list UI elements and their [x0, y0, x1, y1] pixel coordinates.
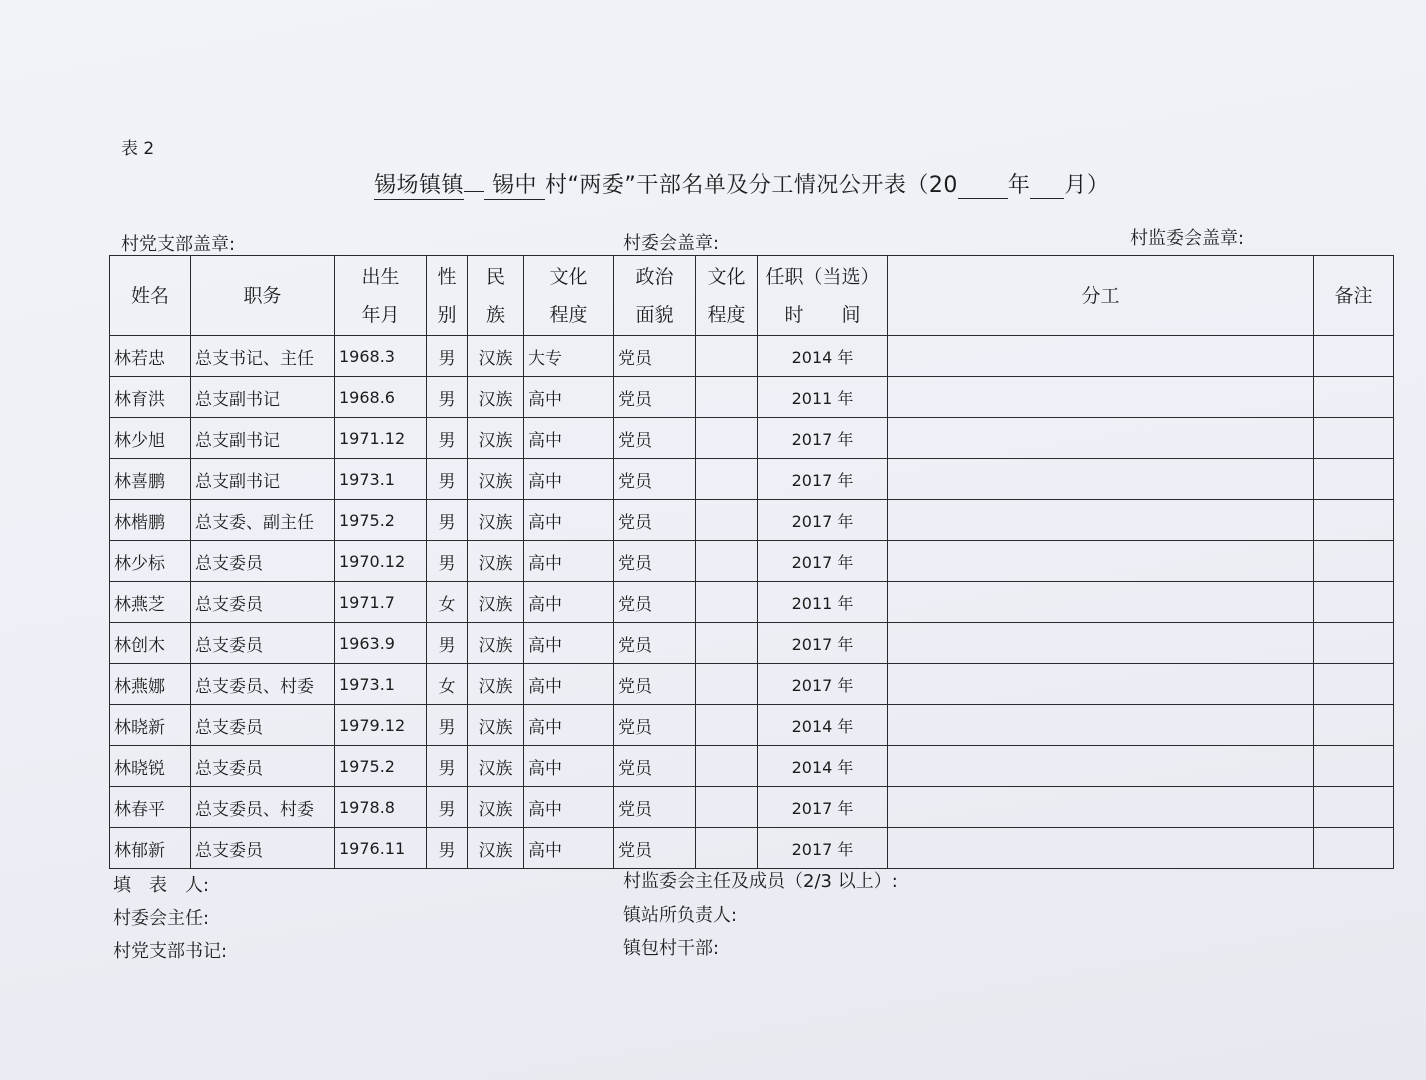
header-education [524, 256, 614, 336]
cell-term: 2017 年 [758, 664, 888, 705]
header-birth-line1: 出生 [361, 265, 400, 288]
cell-education-2 [696, 705, 758, 746]
cell-name: 林育洪 [110, 377, 191, 418]
cell-ethnicity: 汉族 [468, 418, 524, 459]
cell-political-status: 党员 [614, 787, 696, 828]
cell-remarks [1314, 746, 1394, 787]
table-row [110, 418, 1394, 459]
title-month-blank [1030, 173, 1064, 199]
cell-position: 总支副书记 [191, 459, 335, 500]
cell-ethnicity: 汉族 [468, 541, 524, 582]
header-education-line2: 程度 [549, 303, 588, 326]
footer-town-cadre: 镇包村干部: [623, 938, 720, 959]
header-remarks: 备注 [1314, 256, 1394, 336]
table-row [110, 828, 1394, 869]
header-name: 姓名 [110, 256, 191, 336]
table-body [110, 336, 1394, 869]
cell-division [888, 500, 1314, 541]
cell-political-status: 党员 [614, 541, 696, 582]
cell-birth: 1975.2 [335, 500, 427, 541]
header-gender-line2: 别 [437, 303, 457, 326]
table-row [110, 336, 1394, 377]
cell-birth: 1973.1 [335, 664, 427, 705]
cell-division [888, 787, 1314, 828]
cell-name: 林若忠 [110, 336, 191, 377]
cell-name: 林创木 [110, 623, 191, 664]
cell-term: 2014 年 [758, 746, 888, 787]
table-header-row [110, 256, 1394, 336]
table-row [110, 582, 1394, 623]
cell-gender: 女 [427, 664, 468, 705]
cell-education-2 [696, 336, 758, 377]
cell-education: 高中 [524, 418, 614, 459]
cell-ethnicity: 汉族 [468, 705, 524, 746]
cell-term: 2017 年 [758, 418, 888, 459]
footer-supervision-members: 村监委会主任及成员（2/3 以上）: [623, 871, 898, 892]
cell-education: 大专 [524, 336, 614, 377]
cell-remarks [1314, 787, 1394, 828]
cell-birth: 1968.6 [335, 377, 427, 418]
cell-name: 林晓锐 [110, 746, 191, 787]
cell-remarks [1314, 582, 1394, 623]
cell-division [888, 705, 1314, 746]
cell-birth: 1970.12 [335, 541, 427, 582]
header-education2-line1: 文化 [707, 265, 746, 288]
cell-gender: 男 [427, 418, 468, 459]
table-row [110, 541, 1394, 582]
header-education-2 [696, 256, 758, 336]
cell-position: 总支副书记 [191, 418, 335, 459]
cadre-roster-table [109, 255, 1394, 869]
table-row [110, 459, 1394, 500]
header-ethnicity-line1: 民 [485, 265, 505, 288]
header-education2-line2: 程度 [707, 303, 746, 326]
cell-remarks [1314, 541, 1394, 582]
cell-education-2 [696, 541, 758, 582]
cell-remarks [1314, 705, 1394, 746]
cell-name: 林少标 [110, 541, 191, 582]
cell-position: 总支书记、主任 [191, 336, 335, 377]
title-town: 锡场镇镇 [374, 168, 464, 200]
cell-education: 高中 [524, 623, 614, 664]
cell-political-status: 党员 [614, 336, 696, 377]
cell-ethnicity: 汉族 [468, 582, 524, 623]
header-political-line2: 面貌 [635, 303, 674, 326]
cell-birth: 1963.9 [335, 623, 427, 664]
title-year-word: 年 [1007, 173, 1031, 198]
cell-position: 总支委员 [191, 828, 335, 869]
cell-birth: 1971.12 [335, 418, 427, 459]
cell-gender: 女 [427, 582, 468, 623]
cell-political-status: 党员 [614, 828, 696, 869]
table-row [110, 705, 1394, 746]
cell-name: 林春平 [110, 787, 191, 828]
cell-name: 林楷鹏 [110, 500, 191, 541]
cell-division [888, 418, 1314, 459]
cell-name: 林喜鹏 [110, 459, 191, 500]
cell-education: 高中 [524, 828, 614, 869]
header-ethnicity [468, 256, 524, 336]
footer-committee-director: 村委会主任: [113, 908, 210, 929]
cell-education: 高中 [524, 500, 614, 541]
cell-education: 高中 [524, 541, 614, 582]
header-term-line2: 时 间 [784, 303, 861, 326]
cell-division [888, 746, 1314, 787]
cell-gender: 男 [427, 787, 468, 828]
cell-birth: 1971.7 [335, 582, 427, 623]
seal-party-branch: 村党支部盖章: [121, 234, 236, 255]
cell-position: 总支委员 [191, 582, 335, 623]
cell-gender: 男 [427, 705, 468, 746]
cell-position: 总支委员 [191, 541, 335, 582]
cell-gender: 男 [427, 746, 468, 787]
cell-birth: 1978.8 [335, 787, 427, 828]
cell-remarks [1314, 623, 1394, 664]
cell-position: 总支委员 [191, 705, 335, 746]
table-row [110, 500, 1394, 541]
cell-position: 总支副书记 [191, 377, 335, 418]
header-birth-line2: 年月 [361, 303, 400, 326]
footer-station-head: 镇站所负责人: [623, 905, 738, 926]
header-gender [427, 256, 468, 336]
cell-term: 2011 年 [758, 582, 888, 623]
cell-education: 高中 [524, 459, 614, 500]
cell-education-2 [696, 418, 758, 459]
cell-term: 2017 年 [758, 828, 888, 869]
cell-position: 总支委员 [191, 746, 335, 787]
title-gap [464, 191, 484, 192]
cell-gender: 男 [427, 336, 468, 377]
cell-remarks [1314, 336, 1394, 377]
cell-education: 高中 [524, 664, 614, 705]
cell-gender: 男 [427, 828, 468, 869]
cell-division [888, 623, 1314, 664]
header-education-line1: 文化 [549, 265, 588, 288]
header-term-line1: 任职（当选） [765, 265, 880, 288]
cell-political-status: 党员 [614, 664, 696, 705]
header-birth [335, 256, 427, 336]
cell-political-status: 党员 [614, 377, 696, 418]
cell-name: 林少旭 [110, 418, 191, 459]
title-year-blank [958, 173, 1008, 199]
header-division: 分工 [888, 256, 1314, 336]
header-position: 职务 [191, 256, 335, 336]
cell-position: 总支委员、村委 [191, 787, 335, 828]
table-row [110, 623, 1394, 664]
cell-education: 高中 [524, 746, 614, 787]
header-political-status [614, 256, 696, 336]
cell-ethnicity: 汉族 [468, 787, 524, 828]
cell-division [888, 377, 1314, 418]
cell-ethnicity: 汉族 [468, 459, 524, 500]
document-title [374, 168, 1109, 200]
table-row [110, 787, 1394, 828]
cell-position: 总支委、副主任 [191, 500, 335, 541]
cell-term: 2017 年 [758, 623, 888, 664]
header-gender-line1: 性 [437, 265, 457, 288]
seal-supervision-committee: 村监委会盖章: [1130, 228, 1245, 249]
cell-division [888, 336, 1314, 377]
footer-filler: 填 表 人: [113, 875, 210, 896]
cell-political-status: 党员 [614, 418, 696, 459]
cell-name: 林燕娜 [110, 664, 191, 705]
cell-education-2 [696, 623, 758, 664]
cell-term: 2017 年 [758, 541, 888, 582]
cell-gender: 男 [427, 377, 468, 418]
cell-term: 2014 年 [758, 705, 888, 746]
cell-political-status: 党员 [614, 746, 696, 787]
cell-birth: 1979.12 [335, 705, 427, 746]
cell-political-status: 党员 [614, 459, 696, 500]
seal-village-committee: 村委会盖章: [623, 233, 720, 254]
cell-birth: 1973.1 [335, 459, 427, 500]
cell-birth: 1975.2 [335, 746, 427, 787]
cell-division [888, 828, 1314, 869]
cell-political-status: 党员 [614, 705, 696, 746]
cell-division [888, 664, 1314, 705]
cell-gender: 男 [427, 500, 468, 541]
cell-position: 总支委员 [191, 623, 335, 664]
cell-term: 2017 年 [758, 459, 888, 500]
cell-ethnicity: 汉族 [468, 336, 524, 377]
cell-division [888, 459, 1314, 500]
cell-ethnicity: 汉族 [468, 664, 524, 705]
cell-remarks [1314, 500, 1394, 541]
cell-gender: 男 [427, 541, 468, 582]
cell-education: 高中 [524, 582, 614, 623]
header-ethnicity-line2: 族 [485, 303, 505, 326]
cell-term: 2011 年 [758, 377, 888, 418]
cell-term: 2017 年 [758, 787, 888, 828]
cell-gender: 男 [427, 623, 468, 664]
footer-party-secretary: 村党支部书记: [113, 941, 228, 962]
cell-education: 高中 [524, 787, 614, 828]
cell-education-2 [696, 377, 758, 418]
table-row [110, 664, 1394, 705]
cell-remarks [1314, 459, 1394, 500]
cell-education-2 [696, 500, 758, 541]
table-number: 表 2 [121, 139, 155, 159]
cell-education-2 [696, 746, 758, 787]
header-political-line1: 政治 [635, 265, 674, 288]
cell-ethnicity: 汉族 [468, 746, 524, 787]
cell-education-2 [696, 664, 758, 705]
cell-term: 2017 年 [758, 500, 888, 541]
title-month-word: 月） [1064, 173, 1110, 198]
cell-political-status: 党员 [614, 623, 696, 664]
cell-ethnicity: 汉族 [468, 623, 524, 664]
header-term [758, 256, 888, 336]
cell-birth: 1968.3 [335, 336, 427, 377]
cell-term: 2014 年 [758, 336, 888, 377]
cell-ethnicity: 汉族 [468, 500, 524, 541]
cell-remarks [1314, 828, 1394, 869]
table-row [110, 377, 1394, 418]
cell-education: 高中 [524, 377, 614, 418]
cell-political-status: 党员 [614, 500, 696, 541]
cell-birth: 1976.11 [335, 828, 427, 869]
cell-name: 林郁新 [110, 828, 191, 869]
cell-remarks [1314, 664, 1394, 705]
title-main: 村“两委”干部名单及分工情况公开表（20 [545, 173, 958, 198]
cell-position: 总支委员、村委 [191, 664, 335, 705]
cell-name: 林晓新 [110, 705, 191, 746]
cell-education: 高中 [524, 705, 614, 746]
cell-name: 林燕芝 [110, 582, 191, 623]
cell-division [888, 541, 1314, 582]
title-village: 锡中 [484, 168, 545, 200]
cell-education-2 [696, 582, 758, 623]
cell-education-2 [696, 828, 758, 869]
table-row [110, 746, 1394, 787]
cell-remarks [1314, 377, 1394, 418]
cell-ethnicity: 汉族 [468, 377, 524, 418]
cell-gender: 男 [427, 459, 468, 500]
cell-political-status: 党员 [614, 582, 696, 623]
cell-education-2 [696, 459, 758, 500]
cell-division [888, 582, 1314, 623]
cell-remarks [1314, 418, 1394, 459]
cell-ethnicity: 汉族 [468, 828, 524, 869]
cell-education-2 [696, 787, 758, 828]
